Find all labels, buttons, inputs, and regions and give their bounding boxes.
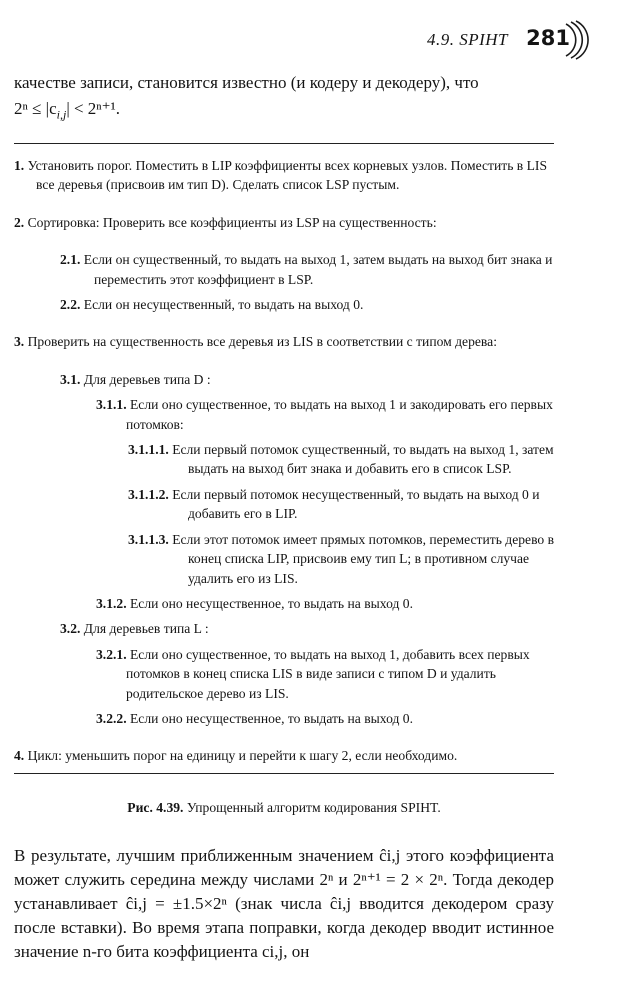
page-number-arc-ornament: [560, 20, 594, 60]
step-number: 3.2.: [60, 621, 81, 637]
algorithm-step: [14, 156, 554, 195]
intro-line-2: [14, 96, 554, 127]
intro-inequality-end: | < 2ⁿ⁺¹.: [66, 99, 120, 118]
page-number: 281: [526, 26, 570, 50]
intro-paragraph: [14, 70, 554, 127]
step-text: Установить порог. Поместить в LIP коэффициенты всех корневых узлов. Поместить в LIS все деревья (присвоив им тип D). Сделать список LSP пустым.: [27, 158, 548, 193]
intro-line-1: качестве записи, становится известно (и кодеру и декодеру), что: [14, 73, 479, 92]
step-text: Для деревьев типа D :: [83, 371, 211, 387]
algorithm-step: [60, 250, 554, 289]
step-text: Если он существенный, то выдать на выход 1, затем выдать на выход бит знака и переместить этот коэффициент в LSP.: [83, 252, 553, 287]
algorithm-step: [14, 746, 554, 765]
step-text: Если оно существенное, то выдать на выход 1, добавить всех первых потомков в конец списка LIS в виде записи с типом D и удалить родительское дерево из LIS.: [126, 646, 530, 701]
step-text: Если оно существенное, то выдать на выход 1 и закодировать его первых потомков:: [126, 397, 553, 432]
step-text: Если оно несущественное, то выдать на выход 0.: [130, 710, 413, 726]
algorithm-step: [14, 213, 554, 232]
step-text: Если оно несущественное, то выдать на выход 0.: [130, 595, 413, 611]
algorithm-step: [128, 530, 554, 588]
step-number: 3.1.1.1.: [128, 442, 169, 458]
step-number: 2.2.: [60, 297, 81, 313]
step-number: 3.1.1.3.: [128, 531, 169, 547]
algorithm-step: [96, 594, 554, 613]
step-number: 2.1.: [60, 252, 81, 268]
step-text: Если он несущественный, то выдать на выход 0.: [83, 297, 364, 313]
running-title: 4.9. SPIHT: [426, 30, 508, 49]
algorithm-step: [128, 440, 554, 479]
algorithm-step: [60, 370, 554, 389]
step-text: Проверить на существенность все деревья из LIS в соответствии с типом дерева:: [27, 334, 497, 350]
step-number: 2.: [14, 214, 25, 230]
body-paragraph: [14, 844, 554, 964]
figure-bottom-rule: [14, 773, 554, 774]
step-number: 3.1.1.2.: [128, 486, 169, 502]
body-paragraph-text: В результате, лучшим приближенным значением ĉi,j этого коэффициента может служить середина между числами 2ⁿ и 2ⁿ⁺¹ = 2 × 2ⁿ. Тогда декодер устанавливает ĉi,j = ±1.5×2ⁿ (знак числа ĉi,j вводится декодером сразу после вставки). Во время этапа поправки, когда декодер вводит истинное значение n-го бита коэффициента ci,j, он: [14, 846, 554, 961]
figure-caption-label: Рис. 4.39.: [127, 800, 184, 815]
step-number: 1.: [14, 158, 25, 173]
intro-inequality-start: 2ⁿ ≤ |c: [14, 99, 57, 118]
algorithm-step: [60, 619, 554, 638]
step-number: 3.2.1.: [96, 646, 127, 662]
figure-caption: [14, 800, 554, 816]
step-text: Цикл: уменьшить порог на единицу и перейти к шагу 2, если необходимо.: [27, 748, 458, 764]
algorithm-step: [96, 395, 554, 434]
step-text: Если этот потомок имеет прямых потомков, переместить дерево в конец списка LIP, присвоив ему тип L; в противном случае удалить его из LIS.: [172, 531, 555, 586]
algorithm-step: [60, 295, 554, 314]
algorithm-step: [96, 645, 554, 703]
figure-top-rule: [14, 143, 554, 144]
step-number: 3.1.2.: [96, 595, 127, 611]
step-text: Для деревьев типа L :: [83, 621, 209, 637]
intro-inequality-subscript: i,j: [56, 107, 67, 122]
algorithm-step: [96, 709, 554, 728]
algorithm-step: [14, 332, 554, 351]
step-number: 3.1.: [60, 371, 81, 387]
step-text: Сортировка: Проверить все коэффициенты из LSP на существенность:: [27, 214, 437, 230]
step-number: 3.1.1.: [96, 397, 127, 413]
step-number: 3.2.2.: [96, 710, 127, 726]
step-text: Если первый потомок существенный, то выдать на выход 1, затем выдать на выход бит знака и добавить его в список LSP.: [172, 442, 554, 477]
algorithm-step: [128, 485, 554, 524]
step-text: Если первый потомок несущественный, то выдать на выход 0 и добавить его в LIP.: [172, 486, 540, 522]
algorithm-listing: [14, 156, 554, 766]
step-number: 3.: [14, 334, 25, 350]
step-number: 4.: [14, 748, 25, 764]
figure-caption-text: Упрощенный алгоритм кодирования SPIHT.: [186, 800, 441, 815]
